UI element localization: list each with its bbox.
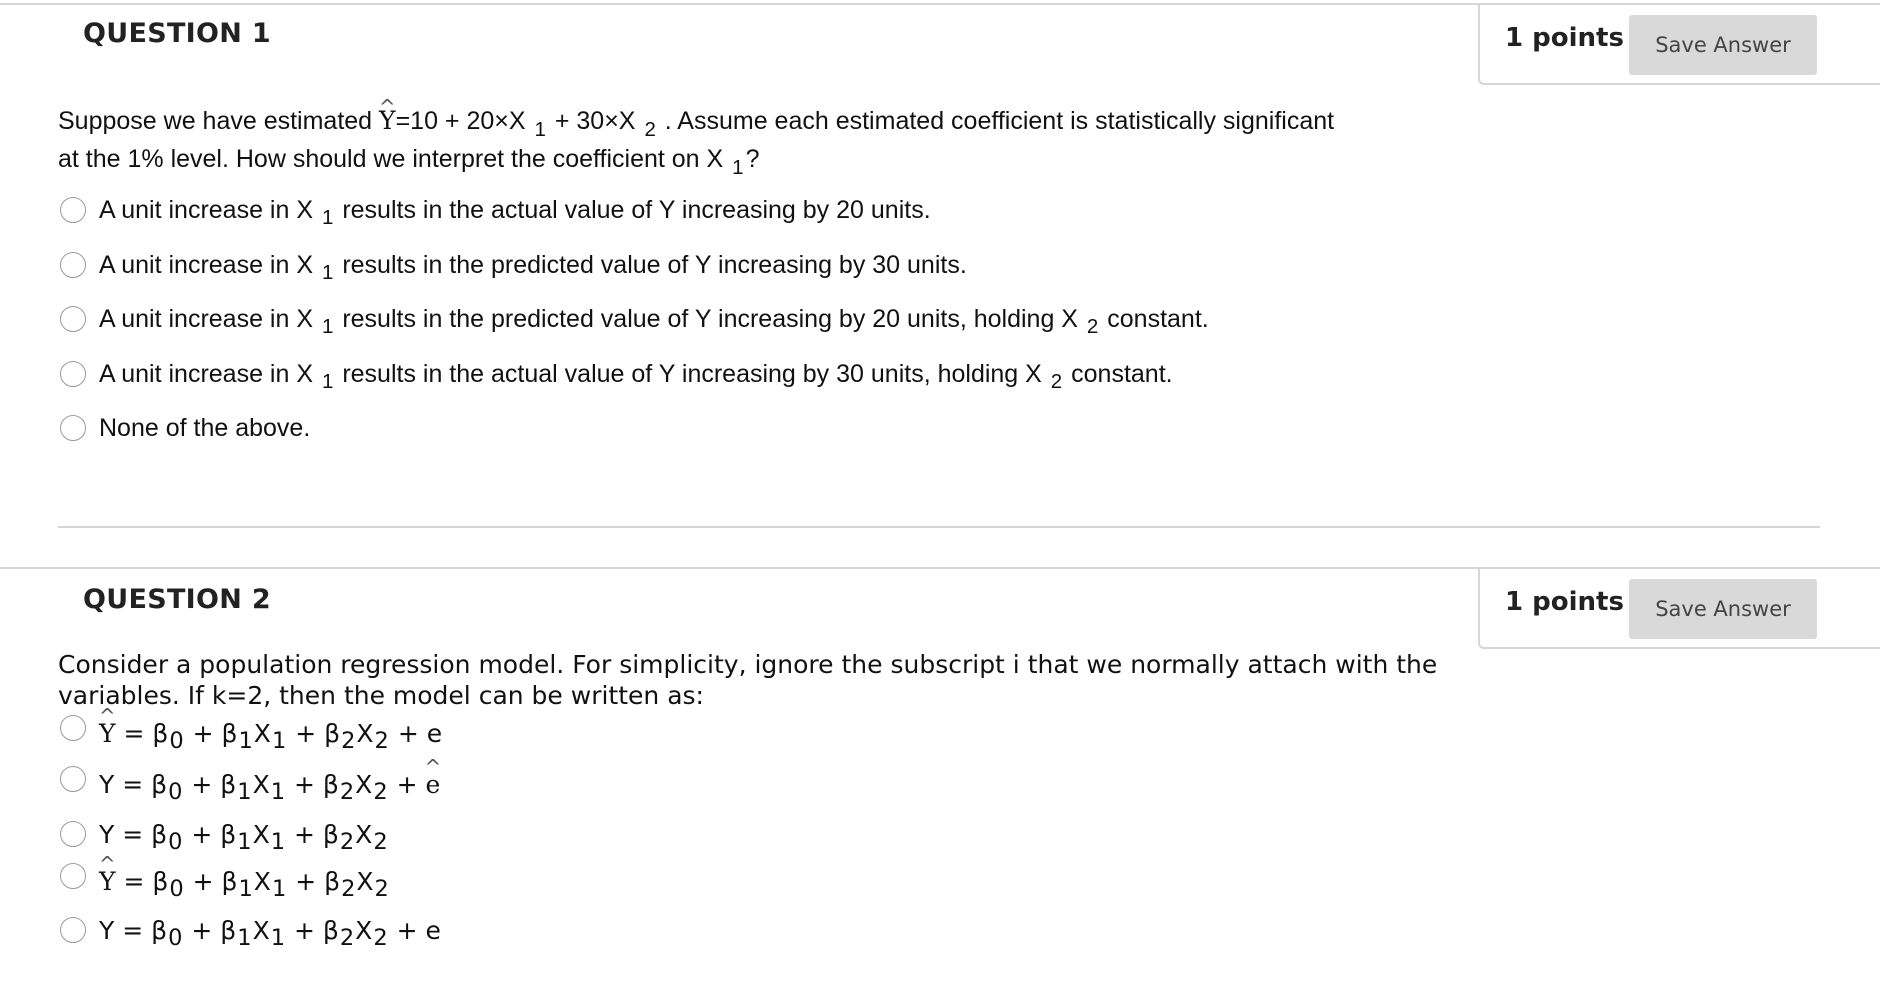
option-label: A unit increase in X $_1$ results in the actual value of Y increasing by 20 units. bbox=[99, 195, 931, 230]
question-2-prompt bbox=[58, 649, 1438, 711]
y-hat-symbol: ^ Y bbox=[99, 867, 116, 896]
question-2-option-c[interactable] bbox=[60, 814, 389, 854]
option-equation: Y = β0 + β1X1 + β2X2 bbox=[99, 819, 388, 855]
question-1-option-c[interactable] bbox=[60, 299, 1209, 339]
question-1-divider bbox=[58, 526, 1820, 528]
question-1-option-d[interactable] bbox=[60, 354, 1173, 394]
radio-button[interactable] bbox=[60, 361, 86, 387]
question-1-prompt-line-1: Suppose we have estimated ^ Y=10 + 20×X $_1$ + 30×X $_2$ . Assume each estimated coefficient is statistically significant bbox=[58, 103, 1438, 141]
question-2-option-b[interactable] bbox=[60, 764, 440, 804]
question-2-points-box bbox=[1478, 569, 1880, 649]
question-2-points: 1 points bbox=[1505, 587, 1624, 617]
question-1-title: QUESTION 1 bbox=[83, 18, 271, 49]
y-hat-symbol: ^ Y bbox=[99, 719, 116, 748]
question-1-prompt-line-2: at the 1% level. How should we interpret the coefficient on X $_1$? bbox=[58, 145, 760, 179]
question-1-option-b[interactable] bbox=[60, 245, 967, 285]
option-label: A unit increase in X $_1$ results in the predicted value of Y increasing by 20 units, holding X $_2$ constant. bbox=[99, 304, 1209, 339]
question-2-prompt-line-2: variables. If k=2, then the model can be written as: bbox=[58, 681, 704, 710]
radio-button[interactable] bbox=[60, 415, 86, 441]
e-hat-symbol: ^ e bbox=[425, 770, 440, 799]
question-1-prompt bbox=[58, 103, 1438, 179]
radio-button[interactable] bbox=[60, 821, 86, 847]
option-equation: Y = β0 + β1X1 + β2X2 + ^ e bbox=[99, 770, 440, 799]
option-equation: Y = β0 + β1X1 + β2X2 + e bbox=[99, 915, 441, 951]
option-label: A unit increase in X $_1$ results in the predicted value of Y increasing by 30 units. bbox=[99, 250, 967, 285]
radio-button[interactable] bbox=[60, 917, 86, 943]
y-hat-symbol: ^ Y bbox=[379, 103, 396, 139]
question-2-option-a[interactable] bbox=[60, 713, 442, 753]
option-equation: ^ Y = β0 + β1X1 + β2X2 + e bbox=[99, 719, 442, 748]
option-equation: ^ Y = β0 + β1X1 + β2X2 bbox=[99, 867, 390, 896]
question-2-title: QUESTION 2 bbox=[83, 584, 271, 615]
question-1-points-box bbox=[1478, 5, 1880, 85]
question-2-prompt-line-1: Consider a population regression model. For simplicity, ignore the subscript i that we normally attach with the bbox=[58, 650, 1438, 679]
question-1-points: 1 points bbox=[1505, 23, 1624, 53]
question-2-save-answer-button[interactable]: Save Answer bbox=[1629, 579, 1817, 639]
question-2 bbox=[0, 565, 1880, 1004]
radio-button[interactable] bbox=[60, 306, 86, 332]
option-label: A unit increase in X $_1$ results in the actual value of Y increasing by 30 units, holding X $_2$ constant. bbox=[99, 359, 1173, 394]
radio-button[interactable] bbox=[60, 197, 86, 223]
option-label: None of the above. bbox=[99, 413, 311, 442]
question-2-option-e[interactable] bbox=[60, 910, 441, 950]
radio-button[interactable] bbox=[60, 766, 86, 792]
radio-button[interactable] bbox=[60, 715, 86, 741]
question-1-option-a[interactable] bbox=[60, 190, 931, 230]
radio-button[interactable] bbox=[60, 252, 86, 278]
radio-button[interactable] bbox=[60, 863, 86, 889]
question-1-save-answer-button[interactable]: Save Answer bbox=[1629, 15, 1817, 75]
question-1-option-e[interactable] bbox=[60, 408, 310, 448]
question-2-option-d[interactable] bbox=[60, 861, 390, 901]
